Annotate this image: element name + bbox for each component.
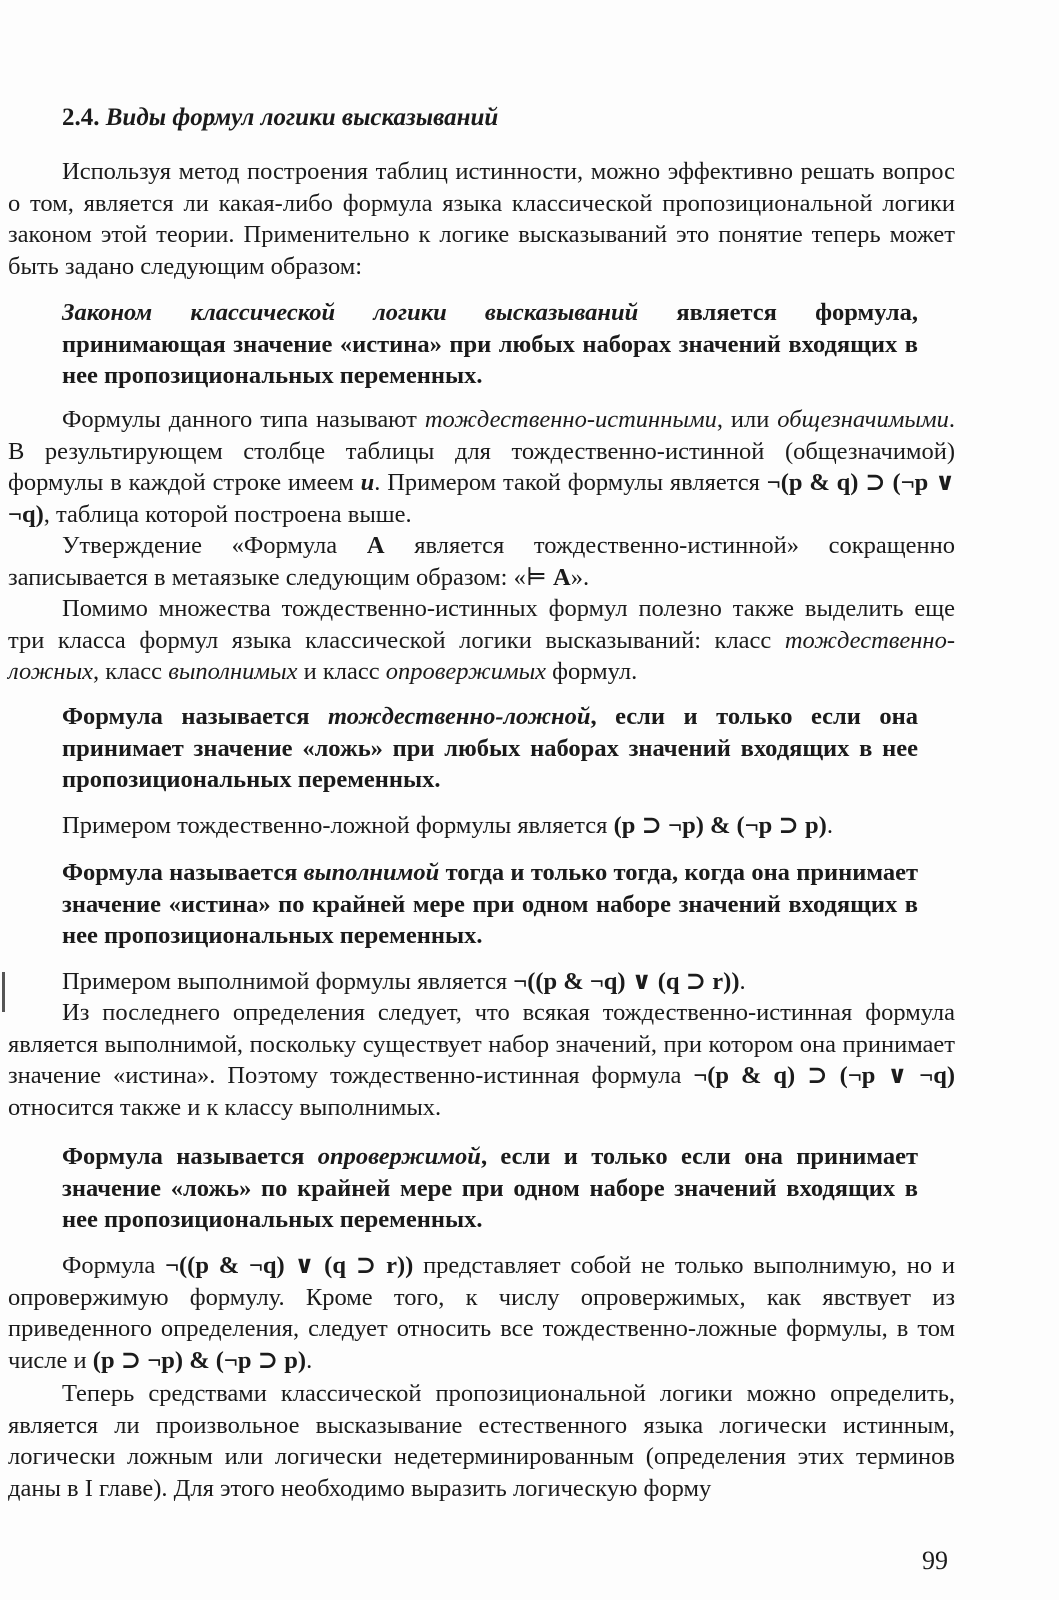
- formula: ¬(p & q) ⊃ (¬p ∨ ¬q): [8, 469, 955, 528]
- section-heading: [62, 102, 498, 134]
- definition-term: опровержимой: [317, 1143, 481, 1170]
- formula: (p ⊃ ¬p) & (¬p ⊃ p): [92, 1346, 307, 1374]
- paragraph-satisfiable-note: Из последнего определения следует, что всякая тождественно-истинная формула является выполнимой, поскольку существует набор значений, при котором она принимает значение «истина». Поэтому тождественно-истинная формула ¬(p & q) ⊃ (¬p ∨ ¬q) относится также и к классу выполнимых.: [8, 999, 956, 1121]
- definition-contradiction: Формула называется тождественно-ложной, если и только если она принимает значение «ложь» при любых наборах значений входящих в нее пропозициональных переменных.: [62, 703, 919, 793]
- example-contradiction: Примером тождественно-ложной формулы является (p ⊃ ¬p) & (¬p ⊃ p).: [62, 812, 833, 839]
- paragraph-classes: Помимо множества тождественно-истинных формул полезно также выделить еще три класса формул языка классической логики высказываний: класс тождественно-ложных, класс выполнимых и класс опровержимых формул.: [8, 595, 955, 685]
- paragraph-tautology: Формулы данного типа называют тождественно-истинными, или общезначимыми. В результирующем столбце таблицы для тождественно-истинной (общезначимой) формулы в каждой строке имеем и. Примером такой формулы является ¬(p & q) ⊃ (¬p ∨ ¬q), таблица которой построена выше.: [8, 406, 955, 528]
- paragraph-metalanguage: Утверждение «Формула A является тождественно-истинной» сокращенно записывается в метаязыке следующим образом: «⊨ A».: [8, 532, 955, 591]
- term-tautological: тождественно-истинными: [424, 406, 717, 433]
- term-valid: общезначимыми: [777, 406, 949, 433]
- formula: ¬(p & q) ⊃ (¬p ∨ ¬q): [693, 1062, 956, 1089]
- definition-term: выполнимой: [303, 859, 440, 886]
- definition-satisfiable: Формула называется выполнимой тогда и только тогда, когда она принимает значение «истина» по крайней мере при одном наборе значений входящих в нее пропозициональных переменных.: [62, 859, 918, 949]
- paragraph-conclusion: Теперь средствами классической пропозициональной логики можно определить, является ли произвольное высказывание естественного языка логически истинным, логически ложным или логически недетерминированным (определения этих терминов даны в I главе). Для этого необходимо выразить логическую форму: [8, 1380, 955, 1502]
- page-number: 99: [922, 1546, 948, 1575]
- definition-refutable: Формула называется опровержимой, если и только если она принимает значение «ложь» по крайней мере при одном наборе значений входящих в нее пропозициональных переменных.: [62, 1143, 918, 1233]
- paragraph-intro: Используя метод построения таблиц истинности, можно эффективно решать вопрос о том, является ли какая-либо формула языка классической пропозициональной логики законом этой теории. Применительно к логике высказываний это понятие теперь может быть задано следующим образом:: [8, 158, 955, 280]
- formula: ¬((p & ¬q) ∨ (q ⊃ r)): [165, 1252, 414, 1279]
- margin-scan-mark: [2, 972, 5, 1012]
- truth-value: и: [360, 469, 375, 496]
- section-title: Виды формул логики высказываний: [105, 104, 499, 131]
- formula: ¬((p & ¬q) ∨ (q ⊃ r)): [513, 968, 740, 995]
- definition-term: тождественно-ложной: [328, 703, 591, 730]
- section-number: 2.4.: [62, 104, 100, 131]
- definition-term: Законом классической логики высказываний: [62, 299, 639, 326]
- paragraph-refutable-note: Формула ¬((p & ¬q) ∨ (q ⊃ r)) представляет собой не только выполнимую, но и опровержимую формулу. Кроме того, к числу опровержимых, как явствует из приведенного определения, следует относить все тождественно-ложные формулы, в том числе и (p ⊃ ¬p) & (¬p ⊃ p).: [8, 1252, 956, 1374]
- definition-law: Законом классической логики высказываний является формула, принимающая значение «истина» при любых наборах значений входящих в нее пропозициональных переменных.: [62, 299, 919, 389]
- example-satisfiable: Примером выполнимой формулы является ¬((p & ¬q) ∨ (q ⊃ r)).: [62, 968, 746, 995]
- formula: (p ⊃ ¬p) & (¬p ⊃ p): [613, 812, 827, 839]
